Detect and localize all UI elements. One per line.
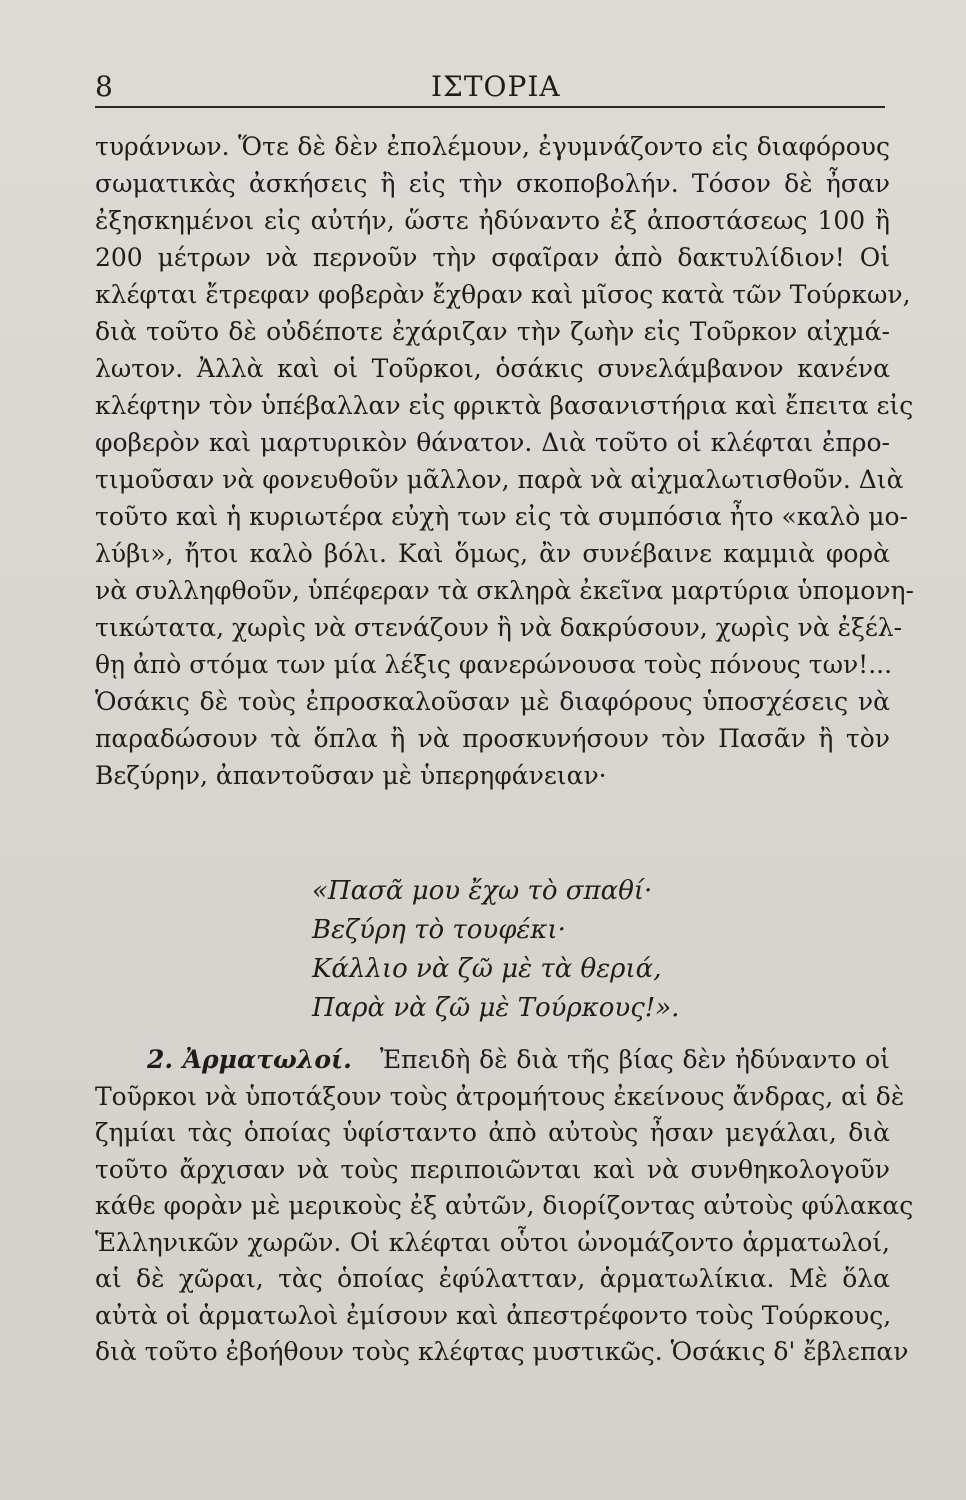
text-line — [95, 1042, 890, 1079]
text-line: αὐτὰ οἱ ἁρματωλοὶ ἐμίσουν καὶ ἀπεστρέφοντο τοὺς Τούρκους, — [95, 1300, 892, 1330]
text-line: τιμοῦσαν νὰ φονευθοῦν μᾶλλον, παρὰ νὰ αἰχμαλωτισθοῦν. Διὰ — [95, 465, 904, 494]
page-header — [95, 62, 885, 102]
section-heading: 2. Ἀρματωλοί. — [147, 1045, 352, 1074]
text-line: διὰ τοῦτο ἐβοήθουν τοὺς κλέφτας μυστικῶς. Ὁσάκις δ' ἔβλεπαν — [95, 1337, 909, 1366]
text-line: κλέφται ἔτρεφαν φοβερὰν ἔχθραν καὶ μῖσος κατὰ τῶν Τούρκων, — [95, 280, 911, 309]
text-line: Βεζύρην, ἀπαντοῦσαν μὲ ὑπερηφάνειαν· — [95, 761, 607, 790]
text-line: Ἑλληνικῶν χωρῶν. Οἱ κλέφται οὗτοι ὠνομάζοντο ἁρματωλοί, — [95, 1227, 890, 1257]
text-line: φοβερὸν καὶ μαρτυρικὸν θάνατον. Διὰ τοῦτο οἱ κλέφται ἐπρο- — [95, 428, 890, 457]
text-line: κάθε φορὰν μὲ μερικοὺς ἐξ αὐτῶν, διορίζοντας αὐτοὺς φύλακας — [95, 1191, 914, 1220]
paragraph-main — [95, 128, 914, 794]
page-number: 8 — [95, 70, 114, 103]
header-rule — [95, 106, 885, 108]
poem-verse: Βεζύρη τὸ τουφέκι· — [312, 915, 566, 945]
text-line: Ὁσάκις δὲ τοὺς ἐπροσκαλοῦσαν μὲ διαφόρους ὑποσχέσεις νὰ — [95, 687, 890, 716]
section-armatoloi — [95, 1042, 914, 1371]
poem-verse: «Πασᾶ μου ἔχω τὸ σπαθί· — [312, 876, 653, 906]
text-line: διὰ τοῦτο δὲ οὐδέποτε ἐχάριζαν τὴν ζωὴν εἰς Τοῦρκον αἰχμά- — [95, 317, 890, 346]
poem-verse: Κάλλιο νὰ ζῶ μὲ τὰ θεριά, — [312, 954, 662, 984]
text-line: ζημίαι τὰς ὁποίας ὑφίσταντο ἀπὸ αὐτοὺς ἦσαν μεγάλαι, διὰ — [95, 1118, 890, 1147]
running-title: ΙΣΤΟΡΙΑ — [431, 70, 561, 103]
text-line: λωτον. Ἀλλὰ καὶ οἱ Τοῦρκοι, ὁσάκις συνελάμβανον κανένα — [95, 354, 890, 383]
text-line: λύβι», ἤτοι καλὸ βόλι. Καὶ ὅμως, ἂν συνέβαινε καμμιὰ φορὰ — [95, 539, 890, 568]
text-line: θῃ ἀπὸ στόμα των μία λέξις φανερώνουσα τοὺς πόνους των!... — [95, 650, 893, 679]
poem-quote — [312, 872, 832, 1028]
text-line: τυράννων. Ὅτε δὲ δὲν ἐπολέμουν, ἐγυμνάζοντο εἰς διαφόρους — [95, 132, 890, 161]
text-line: αἱ δὲ χῶραι, τὰς ὁποίας ἐφύλατταν, ἁρματωλίκια. Μὲ ὅλα — [95, 1264, 890, 1293]
text-line: παραδώσουν τὰ ὅπλα ἢ νὰ προσκυνήσουν τὸν Πασᾶν ἢ τὸν — [95, 724, 890, 753]
text-line: σωματικὰς ἀσκήσεις ἢ εἰς τὴν σκοποβολήν. Τόσον δὲ ἦσαν — [95, 169, 890, 198]
text-line: κλέφτην τὸν ὑπέβαλλαν εἰς φρικτὰ βασανιστήρια καὶ ἔπειτα εἰς — [95, 391, 914, 420]
text-line: Τοῦρκοι νὰ ὑποτάξουν τοὺς ἀτρομήτους ἐκείνους ἄνδρας, αἱ δὲ — [95, 1081, 905, 1111]
text-line: ἐξησκημένοι εἰς αὐτήν, ὥστε ἠδύναντο ἐξ ἀποστάσεως 100 ἢ — [95, 206, 890, 235]
text-line: 200 μέτρων νὰ περνοῦν τὴν σφαῖραν ἀπὸ δακτυλίδιον! Οἱ — [95, 243, 890, 272]
text-line: νὰ συλληφθοῦν, ὑπέφεραν τὰ σκληρὰ ἐκεῖνα μαρτύρια ὑπομονη- — [95, 576, 914, 605]
section-first-line: Ἐπειδὴ δὲ διὰ τῆς βίας δὲν ἠδύναντο οἱ — [379, 1045, 890, 1074]
text-line: τοῦτο ἄρχισαν νὰ τοὺς περιποιῶνται καὶ νὰ συνθηκολογοῦν — [95, 1154, 890, 1184]
poem-verse: Παρὰ νὰ ζῶ μὲ Τούρκους!». — [312, 993, 680, 1023]
text-line: τοῦτο καὶ ἡ κυριωτέρα εὐχὴ των εἰς τὰ συμπόσια ἦτο «καλὸ μο- — [95, 502, 908, 531]
text-line: τικώτατα, χωρὶς νὰ στενάζουν ἢ νὰ δακρύσουν, χωρὶς νὰ ἐξέλ- — [95, 613, 903, 642]
